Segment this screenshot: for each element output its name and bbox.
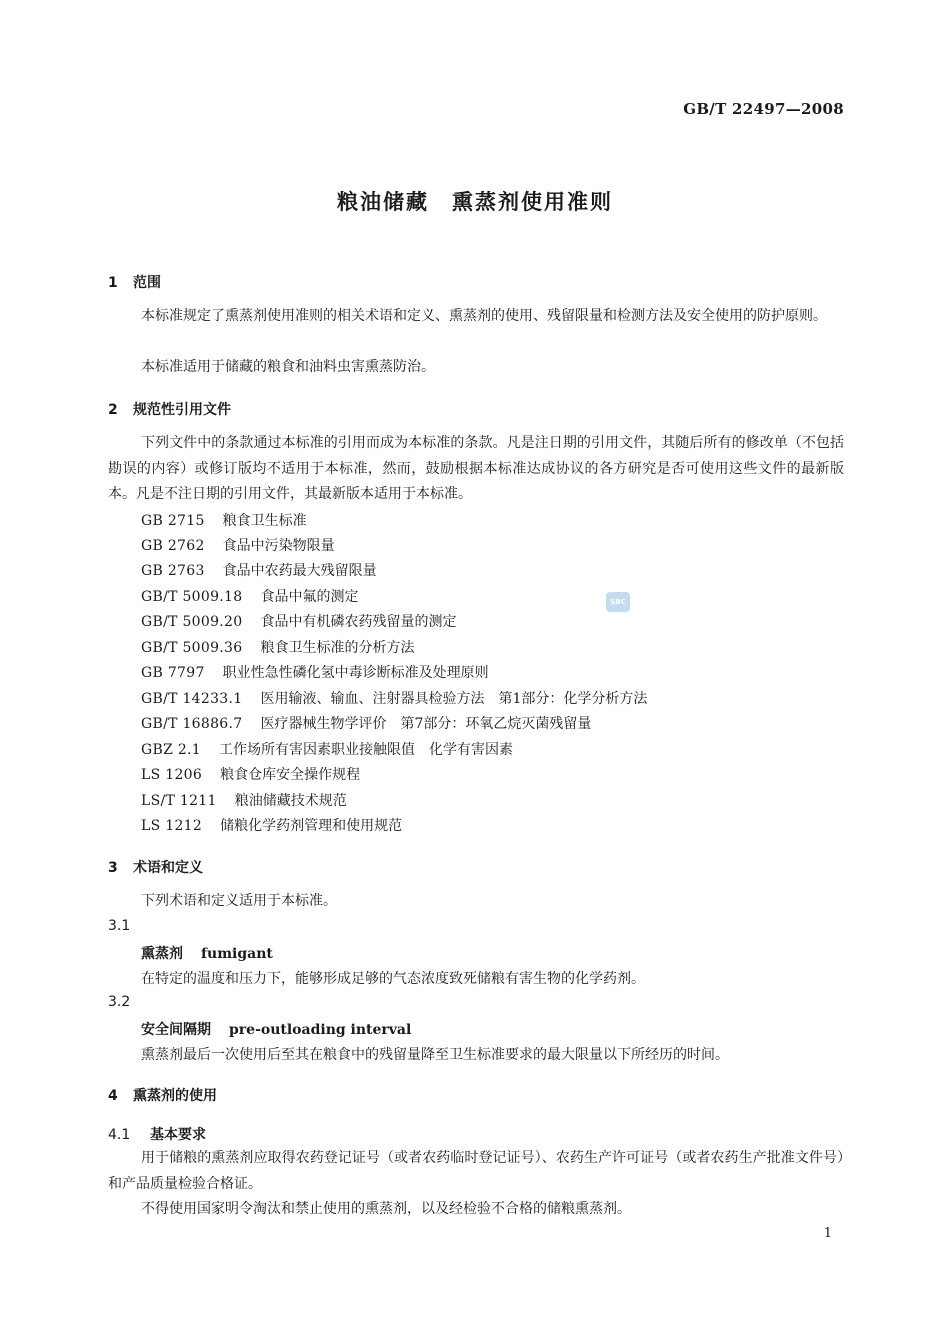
- section-number: 4: [108, 1088, 118, 1104]
- term-definition: 在特定的温度和压力下，能够形成足够的气态浓度致死储粮有害生物的化学药剂。: [141, 971, 645, 987]
- term-definition: 熏蒸剂最后一次使用后至其在粮食中的残留量降至卫生标准要求的最大限量以下所经历的时间。: [141, 1047, 729, 1063]
- section-3-heading: [108, 857, 203, 877]
- section-number: 1: [108, 275, 118, 291]
- page-number: 1: [823, 1226, 832, 1241]
- reference-item: [141, 510, 307, 530]
- subsection-title: 基本要求: [150, 1127, 206, 1143]
- section-2-heading: [108, 399, 231, 419]
- reference-item: [141, 688, 647, 708]
- section-1-paragraph-2: 本标准适用于储藏的粮食和油料虫害熏蒸防治。: [141, 359, 435, 375]
- reference-code: LS 1212: [141, 818, 203, 834]
- subsection-4-1-paragraph-1: 用于储粮的熏蒸剂应取得农药登记证号（或者农药临时登记证号）、农药生产许可证号（或者农药生产批准文件号）和产品质量检验合格证。: [108, 1150, 844, 1192]
- reference-item: [141, 535, 335, 555]
- term-number: 3.2: [108, 994, 131, 1010]
- reference-item: [141, 815, 402, 835]
- subsection-4-1-paragraph-2: 不得使用国家明令淘汰和禁止使用的熏蒸剂，以及经检验不合格的储粮熏蒸剂。: [141, 1201, 631, 1217]
- section-3-paragraph-1: 下列术语和定义适用于本标准。: [141, 893, 337, 909]
- reference-title: 食品中有机磷农药残留量的测定: [260, 614, 457, 630]
- reference-code: GB 2715: [141, 513, 205, 529]
- reference-title: 粮食卫生标准的分析方法: [260, 640, 415, 656]
- term-heading: [141, 1019, 411, 1039]
- reference-item: [141, 637, 414, 657]
- section-title: 范围: [133, 275, 161, 291]
- reference-item: [141, 713, 591, 733]
- reference-title: 医疗器械生物学评价 第7部分：环氧乙烷灭菌残留量: [260, 716, 592, 732]
- reference-item: [141, 611, 456, 631]
- reference-item: [141, 560, 377, 580]
- reference-code: GB 7797: [141, 665, 205, 681]
- reference-item: [141, 586, 358, 606]
- reference-item: [141, 764, 360, 784]
- reference-title: 粮食仓库安全操作规程: [220, 767, 361, 783]
- term-heading: [141, 943, 273, 963]
- reference-title: 食品中农药最大残留限量: [222, 563, 377, 579]
- section-2-paragraph-1: 下列文件中的条款通过本标准的引用而成为本标准的条款。凡是注日期的引用文件，其随后所有的修改单（不包括勘误的内容）或修订版均不适用于本标准，然而，鼓励根据本标准达成协议的各方研究是否可使用这些文件的最新版本。凡是不注日期的引用文件，其最新版本适用于本标准。: [108, 435, 844, 502]
- section-number: 2: [108, 402, 118, 418]
- term-chinese: 安全间隔期: [141, 1022, 211, 1038]
- reference-title: 工作场所有害因素职业接触限值 化学有害因素: [219, 742, 514, 758]
- standard-number: GB/T 22497—2008: [683, 100, 844, 118]
- term-english: pre-outloading interval: [229, 1022, 412, 1038]
- document-title: 粮油储藏 熏蒸剂使用准则: [337, 190, 613, 214]
- reference-title: 食品中氟的测定: [260, 589, 359, 605]
- section-title: 术语和定义: [133, 860, 203, 876]
- reference-title: 粮食卫生标准: [222, 513, 307, 529]
- reference-item: [141, 739, 513, 759]
- reference-title: 食品中污染物限量: [222, 538, 335, 554]
- term-chinese: 熏蒸剂: [141, 946, 183, 962]
- reference-code: GB/T 5009.36: [141, 640, 243, 656]
- section-title: 规范性引用文件: [133, 402, 231, 418]
- reference-code: LS 1206: [141, 767, 203, 783]
- reference-code: GBZ 2.1: [141, 742, 202, 758]
- reference-title: 职业性急性磷化氢中毒诊断标准及处理原则: [222, 665, 489, 681]
- section-1-heading: [108, 272, 161, 292]
- term-number: 3.1: [108, 918, 131, 934]
- reference-title: 医用输液、输血、注射器具检验方法 第1部分：化学分析方法: [260, 691, 648, 707]
- term-english: fumigant: [201, 946, 273, 962]
- section-4-heading: [108, 1085, 217, 1105]
- watermark-logo: SBC: [606, 592, 630, 612]
- reference-code: GB/T 5009.18: [141, 589, 243, 605]
- subsection-number: 4.1: [108, 1127, 131, 1143]
- reference-code: GB/T 5009.20: [141, 614, 243, 630]
- reference-title: 储粮化学药剂管理和使用规范: [220, 818, 403, 834]
- reference-title: 粮油储藏技术规范: [234, 793, 347, 809]
- section-number: 3: [108, 860, 118, 876]
- section-1-paragraph-1: 本标准规定了熏蒸剂使用准则的相关术语和定义、熏蒸剂的使用、残留限量和检测方法及安全使用的防护原则。: [141, 308, 827, 324]
- reference-code: GB/T 16886.7: [141, 716, 243, 732]
- reference-code: LS/T 1211: [141, 793, 217, 809]
- subsection-4-1-heading: [108, 1124, 206, 1144]
- section-title: 熏蒸剂的使用: [133, 1088, 217, 1104]
- reference-item: [141, 790, 347, 810]
- reference-code: GB/T 14233.1: [141, 691, 243, 707]
- reference-code: GB 2762: [141, 538, 205, 554]
- reference-code: GB 2763: [141, 563, 205, 579]
- reference-item: [141, 662, 489, 682]
